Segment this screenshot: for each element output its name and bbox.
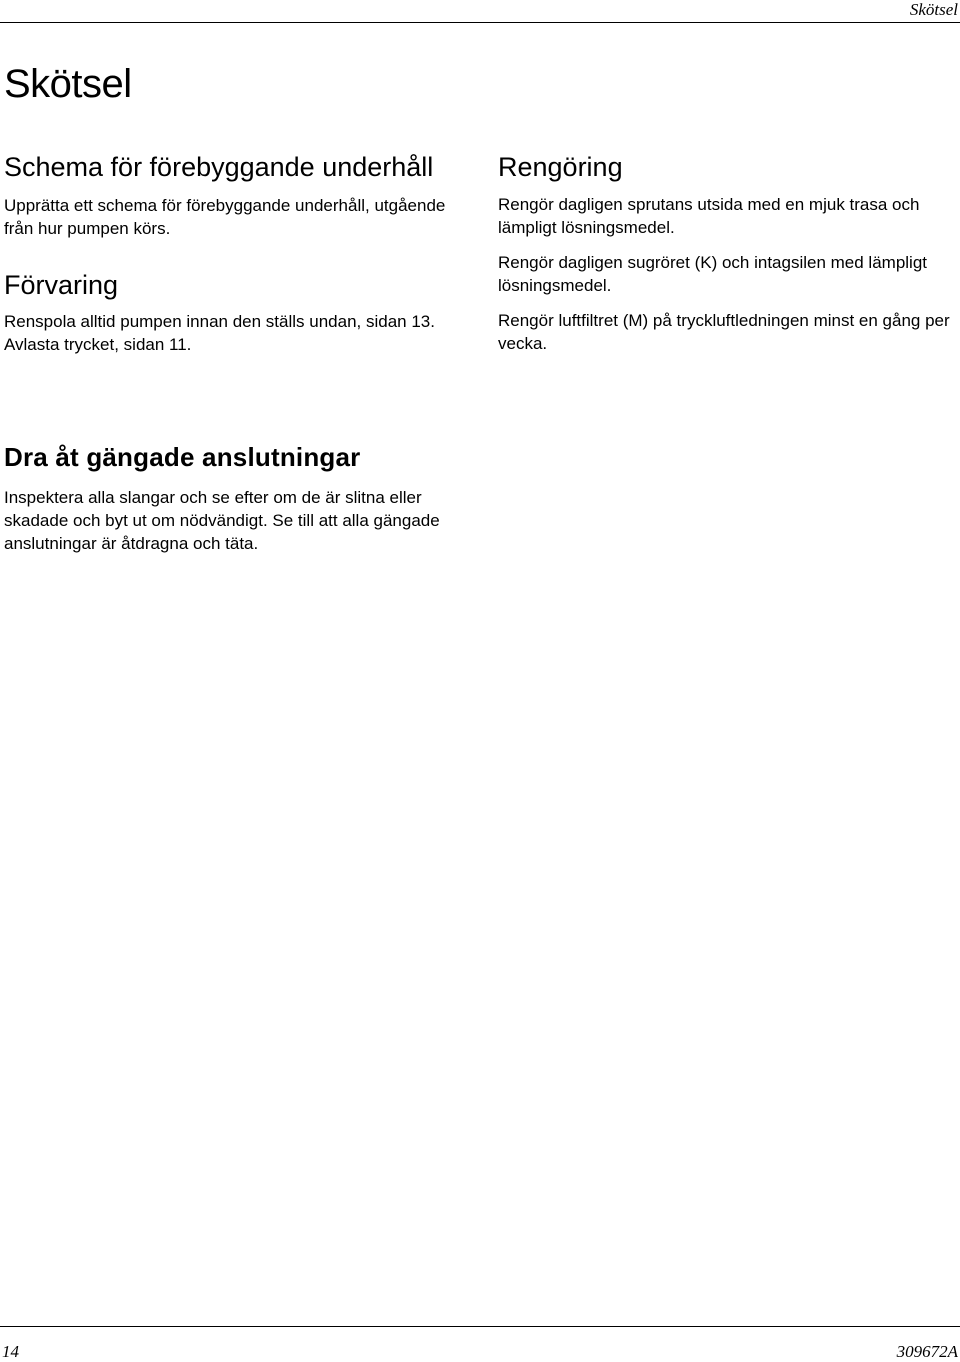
section-text-forvaring: Renspola alltid pumpen innan den ställs undan, sidan 13. Avlasta trycket, sidan 11.	[4, 312, 435, 354]
section-text-dra-at: Inspektera alla slangar och se efter om de är slitna eller skadade och byt ut om nödvändigt. Se till att alla gängade anslutningar är åtdragna och täta.	[4, 488, 440, 553]
page-title: Skötsel	[4, 62, 132, 106]
section-heading-dra-at: Dra åt gängade anslutningar	[4, 442, 361, 472]
header-rule	[0, 22, 960, 23]
rengoring-paragraph-1: Rengör dagligen sprutans utsida med en mjuk trasa och lämpligt lösningsmedel.	[498, 195, 920, 237]
rengoring-paragraph-2: Rengör dagligen sugröret (K) och intagsilen med lämpligt lösningsmedel.	[498, 253, 928, 295]
section-heading-forvaring: Förvaring	[4, 270, 119, 300]
footer-rule	[0, 1326, 960, 1327]
page-number: 14	[2, 1342, 19, 1361]
left-column	[4, 150, 464, 356]
page-footer	[0, 1326, 960, 1361]
section-heading-schema: Schema för förebyggande underhåll	[4, 152, 434, 182]
section-rengoring	[498, 150, 960, 355]
document-id: 309672A	[896, 1342, 958, 1361]
running-header-title: Skötsel	[909, 0, 958, 19]
running-header	[0, 0, 960, 24]
section-forvaring	[4, 268, 464, 356]
section-dra-at	[4, 440, 474, 555]
section-schema	[4, 150, 464, 240]
section-heading-rengoring: Rengöring	[498, 152, 623, 182]
section-text-schema: Upprätta ett schema för förebyggande underhåll, utgående från hur pumpen körs.	[4, 196, 446, 238]
right-column	[498, 150, 960, 355]
rengoring-paragraph-3: Rengör luftfiltret (M) på tryckluftledningen minst en gång per vecka.	[498, 311, 950, 353]
